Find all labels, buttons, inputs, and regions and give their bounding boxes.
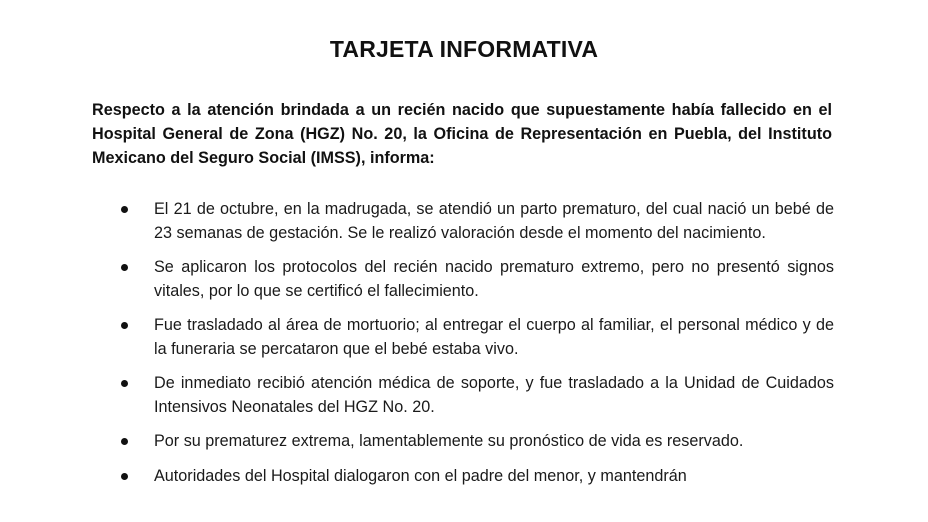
list-item [118, 198, 834, 245]
bullet-icon [121, 438, 128, 445]
bullet-icon [121, 322, 128, 329]
bullet-icon [121, 264, 128, 271]
intro-paragraph: Respecto a la atención brindada a un recién nacido que supuestamente había fallecido en el Hospital General de Zona (HGZ) No. 20, la Oficina de Representación en Puebla, del Instituto Mexicano del Seguro Social (IMSS), informa: [92, 101, 832, 167]
list-item-text: Autoridades del Hospital dialogaron con el padre del menor, y mantendrán [154, 466, 687, 485]
document-title: TARJETA INFORMATIVA [329, 36, 599, 62]
list-item [118, 465, 834, 489]
bullet-icon [121, 206, 128, 213]
bullet-icon [121, 473, 128, 480]
list-item-text: Se aplicaron los protocolos del recién nacido prematuro extremo, pero no presentó signos vitales, por lo que se certificó el fallecimiento. [154, 258, 834, 300]
bullet-icon [121, 380, 128, 387]
list-item-text: El 21 de octubre, en la madrugada, se atendió un parto prematuro, del cual nació un bebé de 23 semanas de gestación. Se le realizó valoración desde el momento del nacimiento. [154, 200, 834, 242]
bullet-list [118, 198, 834, 499]
list-item [118, 314, 834, 361]
list-item-text: Por su prematurez extrema, lamentablemente su pronóstico de vida es reservado. [154, 432, 744, 450]
list-item-text: Fue trasladado al área de mortuorio; al entregar el cuerpo al familiar, el personal médico y de la funeraria se percataron que el bebé estaba vivo. [154, 316, 834, 358]
list-item [118, 430, 834, 454]
list-item [118, 372, 834, 419]
list-item [118, 256, 834, 303]
list-item-text: De inmediato recibió atención médica de soporte, y fue trasladado a la Unidad de Cuidados Intensivos Neonatales del HGZ No. 20. [154, 374, 834, 416]
